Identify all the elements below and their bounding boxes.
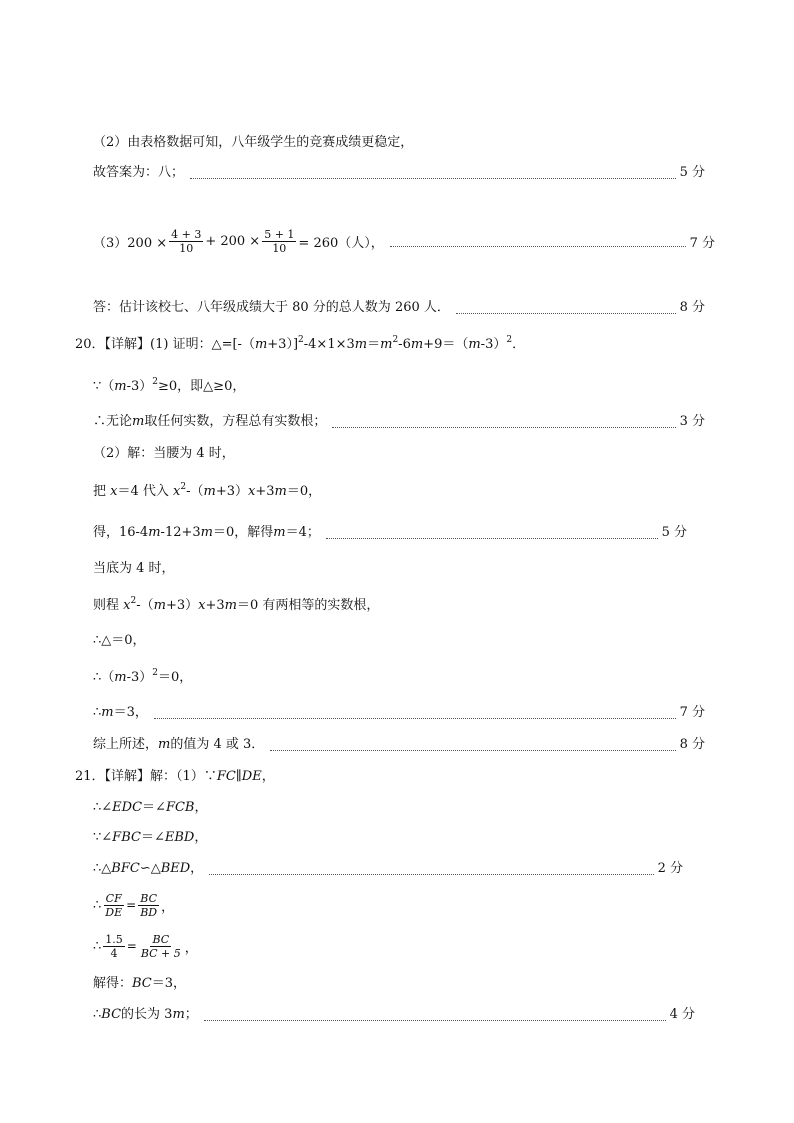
q20-line-7 — [93, 560, 175, 578]
text: -12+3 — [160, 525, 201, 540]
fraction-denominator: BD — [140, 905, 158, 919]
q20-line-2 — [93, 378, 245, 396]
dot-leader — [332, 416, 675, 428]
var: m — [354, 337, 368, 352]
var: m — [224, 598, 237, 613]
text: 21．【详解】解：（1）∵ — [75, 769, 217, 784]
text: ＝∠ — [140, 830, 165, 845]
fraction-1 — [169, 228, 203, 255]
fraction-denominator: DE — [105, 905, 123, 919]
text: 得，16-4 — [93, 525, 149, 540]
var: BED — [160, 861, 191, 876]
q21-heading — [75, 768, 275, 786]
exponent: 2 — [298, 335, 304, 345]
text: ， — [190, 861, 204, 876]
score-mark: 8 分 — [679, 300, 705, 315]
var: m — [158, 737, 171, 752]
exponent: 2 — [506, 335, 513, 345]
text: +3）] — [267, 337, 299, 352]
var: x — [198, 598, 206, 613]
text: ， — [194, 830, 208, 845]
text: ， — [184, 940, 198, 956]
fraction-denominator: 10 — [179, 241, 194, 255]
var: m — [132, 414, 145, 429]
dot-leader — [209, 863, 653, 875]
var: m — [200, 525, 213, 540]
exponent: 2 — [152, 668, 159, 678]
q20-line-9 — [93, 632, 146, 650]
q20-heading — [75, 336, 525, 354]
text: -6 — [398, 337, 411, 352]
score-mark: 7 分 — [679, 705, 705, 720]
q20-line-11 — [93, 704, 705, 722]
text: ∴△ — [93, 861, 112, 876]
fraction-numerator: 4 + 3 — [171, 227, 202, 241]
fraction-numerator: BC — [140, 891, 158, 905]
q19-part3-answer: 答：估计该校七、八年级成绩大于 80 分的总人数为 260 人． — [93, 300, 450, 315]
q19-part3-answer-row — [93, 299, 705, 317]
var: m — [273, 525, 286, 540]
var: x — [173, 484, 181, 499]
q20-line-5 — [93, 483, 321, 501]
var: BC — [101, 1007, 122, 1022]
fraction-denominator: 4 — [110, 946, 118, 960]
equals: = — [126, 898, 137, 912]
text: ∴△＝0， — [93, 633, 146, 648]
text: ∴ — [93, 705, 102, 720]
var: x — [110, 484, 118, 499]
q19-part2-line — [93, 134, 413, 152]
var: x — [123, 598, 131, 613]
var: m — [148, 525, 161, 540]
text: -（ — [136, 598, 154, 613]
q21-line-3 — [93, 829, 207, 847]
q21-line-8 — [93, 1006, 695, 1024]
q20-line-4 — [93, 445, 235, 463]
fraction-numerator: BC — [152, 932, 170, 946]
var: m — [410, 337, 424, 352]
text: ， — [161, 899, 175, 915]
text: ∴无论 — [93, 414, 133, 429]
q20-line-10 — [93, 669, 192, 687]
text: -3） — [126, 379, 153, 394]
score-mark: 5 分 — [679, 165, 705, 180]
q19-part2-text: （2）由表格数据可知，八年级学生的竞赛成绩更稳定， — [93, 135, 414, 150]
q20-line-3 — [93, 413, 705, 431]
text: ≥0，即△≥0， — [158, 379, 246, 394]
var: FBC — [112, 830, 141, 845]
q21-ratio-2 — [93, 929, 198, 963]
q20-line-6 — [93, 524, 687, 542]
var: m — [380, 337, 393, 352]
formula-middle: + 200 × — [205, 233, 261, 249]
var: m — [254, 337, 268, 352]
fraction-numerator: CF — [105, 891, 122, 905]
var: m — [172, 1007, 185, 1022]
text: ， — [194, 800, 208, 815]
text: 的值为 4 或 3． — [170, 737, 265, 752]
var: m — [114, 379, 127, 394]
exponent: 2 — [392, 335, 399, 345]
fraction-denominator: 10 — [272, 241, 287, 255]
fraction-1-5-over-4 — [103, 933, 125, 960]
fraction-bc-bd — [138, 892, 159, 919]
text: ∴∠ — [93, 800, 113, 815]
text: ＝0，解得 — [212, 525, 274, 540]
q21-line-2 — [93, 799, 207, 817]
equals: = — [126, 939, 137, 953]
var: x — [248, 484, 256, 499]
text: 的长为 3 — [121, 1007, 173, 1022]
text: ∽△ — [139, 861, 161, 876]
text: 解得： — [93, 976, 133, 991]
formula-prefix: （3）200 × — [93, 235, 168, 251]
var: BC — [132, 976, 152, 991]
text: +3） — [215, 484, 249, 499]
q20-line-8 — [93, 597, 379, 615]
var: BFC — [111, 861, 140, 876]
text: ， — [261, 769, 275, 784]
text: 则程 — [93, 598, 124, 613]
fraction-cf-de — [103, 892, 124, 919]
text: +3） — [165, 598, 199, 613]
var: m — [101, 705, 114, 720]
text: ∴ — [93, 1007, 102, 1022]
exponent: 2 — [180, 482, 187, 492]
text: 当底为 4 时， — [93, 561, 175, 576]
score-mark: 2 分 — [657, 861, 683, 876]
q19-part2-answer-row — [93, 164, 705, 182]
dot-leader — [270, 739, 675, 751]
text: ∴ — [93, 897, 102, 913]
score-mark: 5 分 — [661, 525, 687, 540]
text: -（ — [186, 484, 204, 499]
q19-part3-formula-row — [93, 224, 715, 258]
text: ∴（ — [93, 670, 115, 685]
var: m — [468, 337, 481, 352]
dot-leader — [456, 302, 676, 314]
text: 20．【详解】(1) 证明：△=[-（ — [75, 337, 255, 352]
fraction-numerator: 1.5 — [105, 932, 123, 946]
text: -4×1×3 — [303, 337, 355, 352]
var: FCB — [165, 800, 195, 815]
text: （2）解：当腰为 4 时， — [93, 446, 235, 461]
var: m — [274, 484, 287, 499]
fraction-denominator: BC + 5 — [140, 946, 181, 960]
q21-line-4 — [93, 860, 683, 878]
dot-leader — [326, 527, 658, 539]
text: ＝0 有两相等的实数根， — [236, 598, 380, 613]
score-mark: 7 分 — [689, 235, 715, 251]
score-mark: 8 分 — [679, 737, 705, 752]
text: +3 — [255, 484, 275, 499]
fraction-2 — [262, 228, 296, 255]
text: 综上所述， — [93, 737, 159, 752]
q20-line-12 — [93, 736, 705, 754]
text: ． — [512, 337, 526, 352]
exponent: 2 — [130, 596, 137, 606]
text: ＝3， — [113, 705, 148, 720]
text: ＝0， — [158, 670, 193, 685]
text: ＝ — [367, 337, 381, 352]
formula-suffix: = 260（人）， — [298, 235, 384, 251]
score-mark: 4 分 — [669, 1007, 695, 1022]
dot-leader — [204, 1009, 666, 1021]
var: m — [153, 598, 166, 613]
exponent: 2 — [152, 377, 159, 387]
score-mark: 3 分 — [679, 414, 705, 429]
text: 把 — [93, 484, 111, 499]
dot-leader — [154, 707, 676, 719]
text: -3） — [126, 670, 153, 685]
text: +3 — [205, 598, 225, 613]
text: ＝3， — [151, 976, 187, 991]
text: ＝0， — [286, 484, 322, 499]
text: ∴ — [93, 938, 102, 954]
var: EDC — [112, 800, 143, 815]
text: -3） — [480, 337, 507, 352]
var: EBD — [164, 830, 195, 845]
fraction-bc-over-bc-plus-5 — [139, 933, 183, 960]
text: ∵∠ — [93, 830, 113, 845]
dot-leader — [390, 235, 686, 247]
fraction-numerator: 5 + 1 — [264, 227, 295, 241]
var: m — [114, 670, 127, 685]
dot-leader — [190, 167, 676, 179]
q19-part2-answer: 故答案为：八； — [93, 165, 185, 180]
q21-line-7 — [93, 975, 186, 993]
var: m — [203, 484, 216, 499]
var: FC∥DE — [216, 769, 262, 784]
q21-ratio-1 — [93, 888, 174, 922]
text: +9＝（ — [423, 337, 469, 352]
text: ； — [184, 1007, 198, 1022]
text: 取任何实数，方程总有实数根； — [144, 414, 327, 429]
text: ∵（ — [93, 379, 115, 394]
text: ＝∠ — [142, 800, 166, 815]
text: ＝4； — [285, 525, 320, 540]
text: ＝4 代入 — [117, 484, 174, 499]
